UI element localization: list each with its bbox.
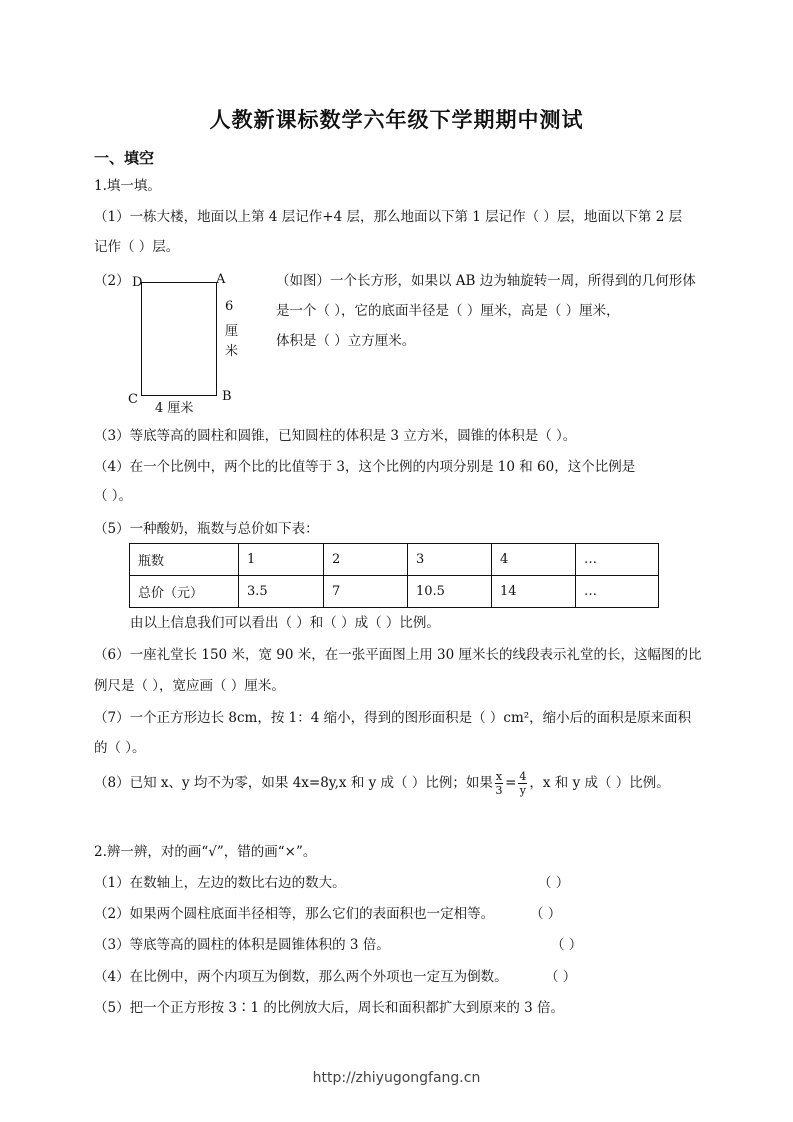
table-cell: 瓶数	[130, 544, 239, 576]
question-1-3: （3）等底等高的圆柱和圆锥，已知圆柱的体积是 3 立方米，圆锥的体积是（ ）。	[94, 428, 577, 444]
question-2-3: （3）等底等高的圆柱的体积是圆锥体积的 3 倍。	[94, 937, 390, 953]
question-1-8-suffix: ，x 和 y 成（ ）比例。	[529, 775, 670, 791]
rectangle-shape	[141, 282, 217, 396]
fraction-4-over-y	[518, 770, 527, 797]
table-cell: 3	[408, 544, 492, 576]
question-2-heading: 2.辨一辨，对的画“√”，错的画“×”。	[94, 844, 317, 860]
table-cell: 总价（元）	[130, 576, 239, 608]
question-2-2: （2）如果两个圆柱底面半径相等，那么它们的表面积也一定相等。	[94, 906, 495, 922]
question-1-2-number: （2）	[94, 273, 130, 289]
answer-paren-2-1: （ ）	[538, 875, 570, 891]
question-2-5: （5）把一个正方形按 3∶1 的比例放大后，周长和面积都扩大到原来的 3 倍。	[94, 1000, 565, 1016]
question-2-4: （4）在比例中，两个内项互为倒数，那么两个外项也一定互为倒数。	[94, 969, 508, 985]
side-length-unit-2: 米	[225, 344, 239, 359]
table-cell: 3.5	[239, 576, 324, 608]
question-1-7-line2: 的（ ）。	[94, 740, 146, 756]
table-cell: 4	[492, 544, 576, 576]
vertex-b-label: B	[222, 389, 232, 404]
fraction-denominator: 3	[495, 784, 503, 797]
side-length-number: 6	[225, 299, 234, 314]
side-length-unit-1: 厘	[225, 324, 239, 339]
question-1-5: （5）一种酸奶，瓶数与总价如下表：	[94, 521, 319, 537]
rectangle-figure	[120, 270, 260, 415]
yogurt-price-table	[129, 543, 659, 608]
question-1-2-line3: 体积是（ ）立方厘米。	[276, 333, 416, 349]
bottom-length-label: 4 厘米	[155, 401, 194, 416]
fraction-numerator: 4	[519, 770, 527, 783]
table-cell: 10.5	[408, 576, 492, 608]
question-1-7-line1: （7）一个正方形边长 8cm，按 1：4 缩小，得到的图形面积是（ ）cm²，缩小后的面积是原来面积	[94, 710, 692, 726]
table-cell: 7	[324, 576, 408, 608]
answer-paren-2-2: （ ）	[530, 906, 562, 922]
answer-paren-2-3: （ ）	[551, 937, 583, 953]
question-1-2-line1: （如图）一个长方形，如果以 AB 边为轴旋转一周，所得到的几何形体	[276, 273, 696, 289]
answer-paren-2-4: （ ）	[545, 969, 577, 985]
question-1-1-line2: 记作（ ）层。	[94, 239, 180, 255]
question-1-heading: 1.填一填。	[94, 178, 161, 194]
vertex-a-label: A	[216, 272, 226, 287]
question-1-6-line2: 例尺是（ ），宽应画（ ）厘米。	[94, 678, 285, 694]
page-title: 人教新课标数学六年级下学期期中测试	[209, 107, 584, 132]
table-row	[130, 576, 659, 608]
question-1-4-line2: （ ）。	[94, 488, 133, 504]
footer-url: http://zhiyugongfang.cn	[312, 1070, 481, 1086]
fraction-denominator: y	[519, 784, 526, 797]
question-1-1-line1: （1）一栋大楼，地面以上第 4 层记作+4 层，那么地面以下第 1 层记作（ ）层，地面以下第 2 层	[94, 209, 683, 225]
question-1-6-line1: （6）一座礼堂长 150 米，宽 90 米，在一张平面图上用 30 厘米长的线段表示礼堂的长，这幅图的比	[94, 647, 702, 663]
question-1-8-prefix: （8）已知 x、y 均不为零，如果 4x=8y,x 和 y 成（ ）比例；如果	[94, 775, 493, 791]
table-cell: …	[576, 576, 659, 608]
question-2-1: （1）在数轴上，左边的数比右边的数大。	[94, 875, 346, 891]
vertex-c-label: C	[128, 392, 138, 407]
table-cell: 2	[324, 544, 408, 576]
table-cell: …	[576, 544, 659, 576]
vertex-d-label: D	[132, 275, 143, 290]
question-1-4-line1: （4）在一个比例中，两个比的比值等于 3，这个比例的内项分别是 10 和 60，这个比例是	[94, 459, 636, 475]
table-cell: 1	[239, 544, 324, 576]
fraction-x-over-3	[495, 770, 503, 797]
table-row	[130, 544, 659, 576]
section-heading-fill-in: 一、填空	[94, 149, 155, 167]
question-1-2-line2: 是一个（ ），它的底面半径是（ ）厘米，高是（ ）厘米，	[276, 303, 620, 319]
question-1-5-conclusion: 由以上信息我们可以看出（ ）和（ ）成（ ）比例。	[130, 615, 440, 631]
equals-sign: =	[505, 775, 517, 791]
table-cell: 14	[492, 576, 576, 608]
question-1-8	[94, 770, 670, 797]
fraction-numerator: x	[495, 770, 503, 783]
